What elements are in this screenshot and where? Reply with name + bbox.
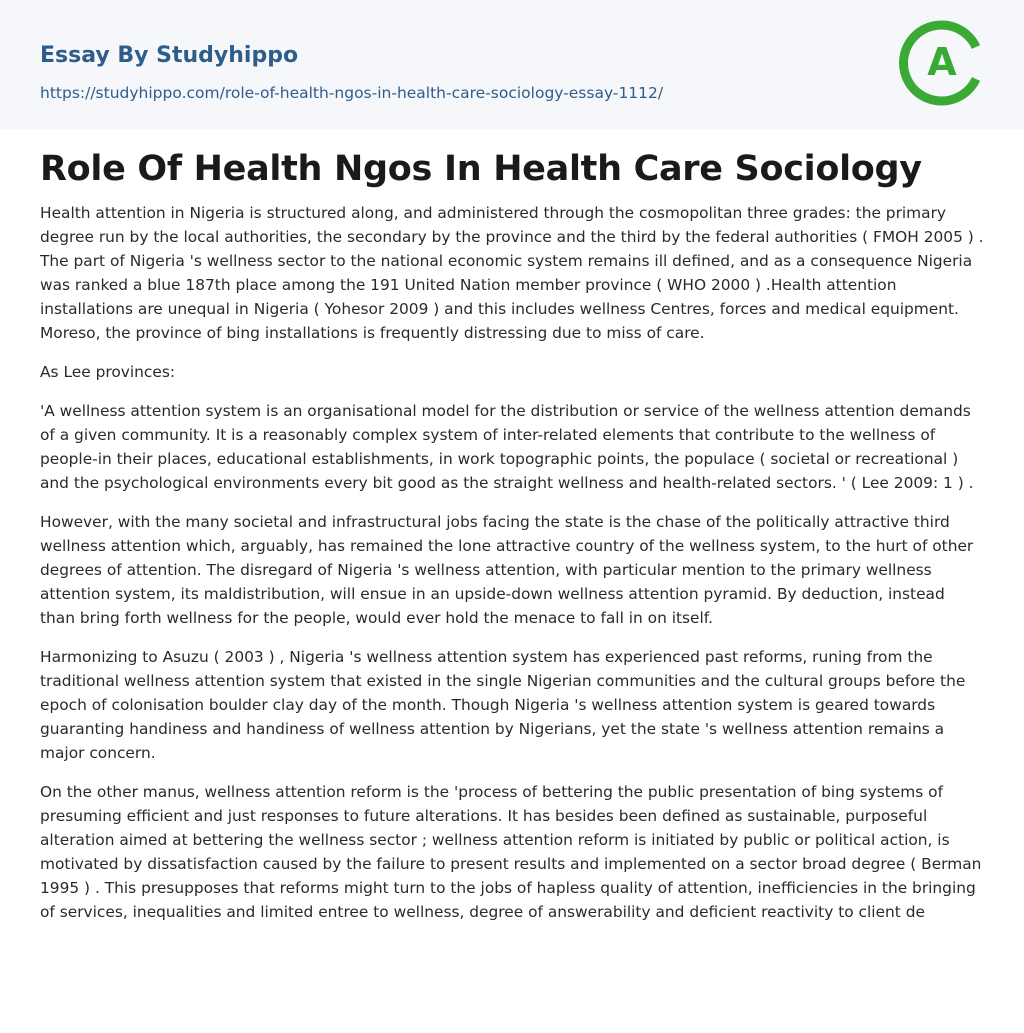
logo-letter: A <box>927 40 957 84</box>
essay-url-link[interactable]: https://studyhippo.com/role-of-health-ngos-in-health-care-sociology-essay-1112/ <box>40 84 664 102</box>
essay-paragraph: However, with the many societal and infrastructural jobs facing the state is the chase of the politically attractive third wellness attention which, arguably, has remained the lone attractive country of the wellness system, to the hurt of other degrees of attention. The disregard of Nigeria 's wellness attention, with particular mention to the primary wellness attention system, its maldistribution, will ensue in an upside-down wellness attention pyramid. By deduction, instead than bring forth wellness for the people, would ever hold the menace to fall in on itself. <box>40 513 974 627</box>
essay-paragraph: Health attention in Nigeria is structured along, and administered through the cosmopolitan three grades: the primary degree run by the local authorities, the secondary by the province and the third by the federal authorities ( FMOH 2005 ) . The part of Nigeria 's wellness sector to the national economic system remains ill defined, and as a consequence Nigeria was ranked a blue 187th place among the 191 United Nation member province ( WHO 2000 ) .Health attention installations are unequal in Nigeria ( Yohesor 2009 ) and this includes wellness Centres, forces and medical equipment. Moreso, the province of bing installations is frequently distressing due to miss of care. <box>40 204 984 342</box>
essay-quote-paragraph: 'A wellness attention system is an organisational model for the distribution or service of the wellness attention demands of a given community. It is a reasonably complex system of inter-related elements that contribute to the wellness of people-in their places, educational establishments, in work topographic points, the populace ( societal or recreational ) and the psychological environments every bit good as the straight wellness and health-related sectors. ' ( Lee 2009: 1 ) . <box>40 402 974 492</box>
essay-title: Role Of Health Ngos In Health Care Sociology <box>40 149 922 189</box>
essay-paragraph: Harmonizing to Asuzu ( 2003 ) , Nigeria 's wellness attention system has experienced past reforms, runing from the traditional wellness attention system that existed in the single Nigerian communities and the cultural groups before the epoch of colonisation boulder clay day of the month. Though Nigeria 's wellness attention system is geared towards guaranting handiness and handiness of wellness attention by Nigerians, yet the state 's wellness attention remains a major concern. <box>40 648 966 762</box>
site-header <box>0 0 1024 129</box>
essay-paragraph-truncated: On the other manus, wellness attention reform is the 'process of bettering the public presentation of bing systems of presuming efficient and just responses to future alterations. It has besides been defined as sustainable, purposeful alteration aimed at bettering the wellness sector ; wellness attention reform is initiated by public or political action, is motivated by dissatisfaction caused by the failure to present results and implemented on a sector broad degree ( Berman 1995 ) . This presupposes that reforms might turn to the jobs of hapless quality of attention, inefficiencies in the bringing of services, inequalities and limited entree to wellness, degree of answerability and deficient reactivity to client de <box>40 783 982 921</box>
studyhippo-logo-icon[interactable] <box>898 19 986 107</box>
site-brand[interactable]: Essay By Studyhippo <box>40 43 299 68</box>
essay-paragraph: As Lee provinces: <box>40 363 176 381</box>
essay-content <box>0 129 1024 924</box>
